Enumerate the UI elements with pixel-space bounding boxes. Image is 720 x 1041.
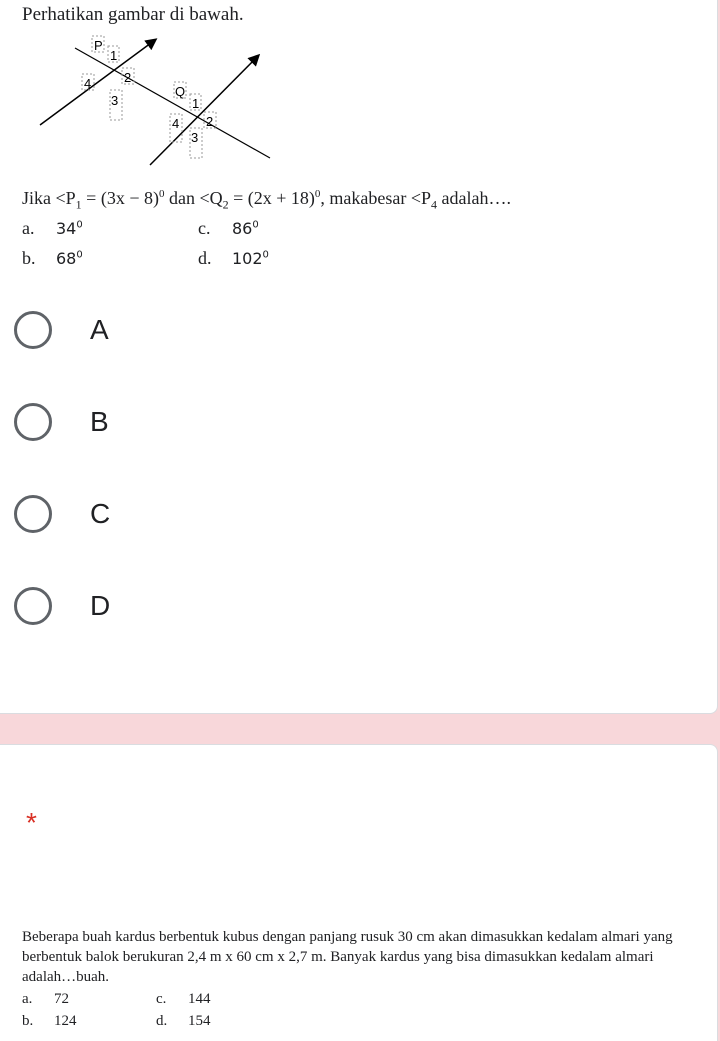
label-p: P [94, 38, 103, 53]
angle-q4: 4 [172, 116, 180, 131]
parallel-line-2 [150, 56, 258, 165]
angle-q1: 1 [192, 96, 200, 111]
angle-p3: 3 [111, 93, 119, 108]
choice-d-label: D [90, 590, 111, 621]
required-asterisk: * [26, 807, 37, 838]
angle-q3: 3 [191, 130, 199, 145]
option-a: a. $34^0$ [22, 218, 83, 238]
choice-a-label: A [90, 314, 109, 345]
question-stem: Jika $<P_1 = (3x - 8)^0$ dan $<Q_2 = (2x + 18)^0$, makabesar $<P_4$ adalah…. [22, 188, 511, 212]
choice-a[interactable] [14, 308, 314, 352]
radio-button-b[interactable] [14, 403, 52, 441]
radio-button-d[interactable] [14, 587, 52, 625]
radio-button-c[interactable] [14, 495, 52, 533]
option-b: b. $68^0$ [22, 248, 83, 268]
choice-b[interactable] [14, 400, 314, 444]
q2-option-c: c. 144 [156, 991, 211, 1007]
q2-option-b: b. 124 [22, 1013, 77, 1029]
option-d: d. $102^0$ [198, 248, 269, 268]
choice-d[interactable] [14, 584, 314, 628]
question-2-text: Beberapa buah kardus berbentuk kubus dengan panjang rusuk 30 cm akan dimasukkan kedalam almari yang berbentuk balok berukuran 2,4 m x 60 cm x 2,7 m. Banyak kardus yang bisa dimasukkan kedalam almari adalah…buah. [22, 929, 673, 985]
q2-option-d: d. 154 [156, 1013, 211, 1029]
choice-c[interactable] [14, 492, 314, 536]
q2-option-a: a. 72 [22, 991, 69, 1007]
option-c: c. $86^0$ [198, 218, 259, 238]
question-intro: Perhatikan gambar di bawah. [22, 4, 244, 25]
angle-q2: 2 [206, 114, 214, 129]
radio-button-a[interactable] [14, 311, 52, 349]
label-q: Q [175, 84, 186, 99]
angle-p4: 4 [84, 76, 92, 91]
choice-b-label: B [90, 406, 109, 437]
angle-p2: 2 [124, 70, 132, 85]
choice-c-label: C [90, 498, 111, 529]
angle-p1: 1 [110, 48, 118, 63]
transversal-figure [30, 30, 290, 170]
question-card-2 [0, 744, 718, 1041]
